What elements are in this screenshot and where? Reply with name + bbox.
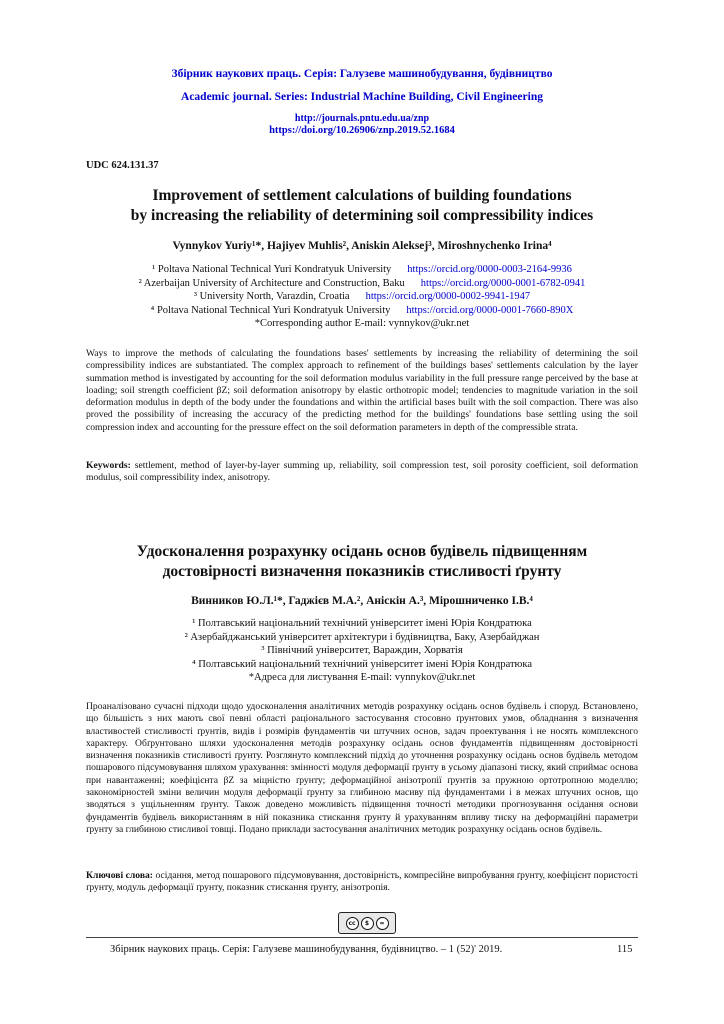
- page-number: 115: [617, 944, 633, 955]
- affiliation-ua-1: ¹ Полтавський національний технічний університет імені Юрія Кондратюка: [192, 618, 532, 629]
- affiliation-ua-2: ² Азербайджанський університет архітектури і будівництва, Баку, Азербайджан: [184, 631, 540, 643]
- doi-link[interactable]: https://doi.org/10.26906/znp.2019.52.1684: [269, 125, 455, 136]
- paper-title-en: [60, 186, 664, 226]
- affiliation-en-1: ¹ Poltava National Technical Yuri Kondratyuk University https://orcid.org/0000-0003-2164-9936: [152, 264, 572, 275]
- orcid-link[interactable]: https://orcid.org/0000-0001-7660-890X: [406, 304, 574, 316]
- abstract-en: Ways to improve the methods of calculating the foundations bases' settlements by increasing the reliability of determining the soil compressibility indices are substantiated. The complex approach to refinement of the buildings bases' settlements calculation by the layer summation method is investigated by accounting for the soil deformation modulus variability in the full pressure range perceived by the base at loading; soil strength coefficient βZ; soil deformation anisotropy by elastic orthotropic model; tendencies to magnitude variation in the soil deformation modulus in depth of the body under the foundations and within the artificial bases built with the soil compaction. There was also proved the possibility of increasing the accuracy of the predicting method for the buildings' foundations base settling using the soil compression index and accounting for the pressure effect on the soil deformation parameters in depth of the compressible strata.: [86, 348, 638, 433]
- paper-title-ua-line1: Удосконалення розрахунку осідань основ будівель підвищенням: [136, 543, 588, 560]
- affiliation-en-2: ² Azerbaijan University of Architecture and Construction, Baku https://orcid.org/0000-0001-6782-0941: [138, 277, 586, 289]
- keywords-text-en: settlement, method of layer-by-layer summing up, reliability, soil compression test, soil porosity coefficient, soil deformation modulus, soil compressibility index, anisotropy.: [86, 460, 638, 484]
- udc-code: UDC 624.131.37: [86, 160, 159, 171]
- paper-title-en-line2: by increasing the reliability of determining soil compressibility indices: [130, 207, 594, 224]
- authors-ua: Винников Ю.Л.¹*, Гаджієв М.А.², Аніскін А.³, Мірошниченко І.В.⁴: [191, 595, 533, 607]
- corresponding-author-ua: *Адреса для листування E-mail: vynnykov@ukr.net: [248, 672, 476, 684]
- abstract-ua: Проаналізовано сучасні підходи щодо удосконалення аналітичних методів розрахунку осідань основ будівель і споруд. Встановлено, що більшість з них мають свої певні області раціонального застосування стосовно ґрунтових умов, обладнання з визначення властивостей стисливості ґрунтів, видів і розмірів фундаментів чи штучних основ, задач проектування і не носять комплексного характеру. Обґрунтовано шляхи удосконалення методів розрахунку осідань основ фундаментів підвищенням достовірності визначення показників стисливості ґрунту. Розглянуто комплексний підхід до уточнення розрахунку осідань основ будівель методом пошарового підсумовування шляхом урахування: змінності модуля деформації ґрунту в усьому діапазоні тиску, який сприймає основа при навантаженні; коефіцієнта βZ за міцністю ґрунту; деформаційної анізотропії ґрунтів за пружною ортотропною моделлю; закономірностей зміни величин модуля деформації ґрунту за глибиною масиву під фундаментами і в межах штучних основ, що зводяться з ущільненням ґрунту. Також доведено можливість підвищення точності методики прогнозування осідання основи фундаментів будівель використанням в ній показника стискання ґрунту й урахуванням впливу тиску на деформаційні параметри ґрунту за глибиною стисливої товщі. Подано приклади застосування аналітичних методик розрахунку осідань основ будівель.: [86, 701, 638, 835]
- paper-title-ua: [60, 542, 664, 582]
- affiliation-en-3: ³ University North, Varazdin, Croatia https://orcid.org/0000-0002-9941-1947: [193, 291, 531, 303]
- keywords-text-ua: осідання, метод пошарового підсумовування, достовірність, компресійне випробування ґрунту, коефіцієнт пористості ґрунту, модуль деформації ґрунту, показник стискання ґрунту, анізотропія.: [86, 870, 638, 894]
- orcid-link[interactable]: https://orcid.org/0000-0002-9941-1947: [365, 291, 531, 303]
- affiliations-ua: [60, 617, 664, 685]
- keywords-ua: [86, 870, 638, 895]
- footer-journal: Збірник наукових праць. Серія: Галузеве машинобудування, будівництво. – 1 (52)' 2019.: [110, 944, 503, 955]
- paper-title-en-line1: Improvement of settlement calculations of building foundations: [152, 187, 572, 204]
- orcid-link[interactable]: https://orcid.org/0000-0001-6782-0941: [420, 277, 586, 289]
- creative-commons-badge[interactable]: [338, 912, 396, 934]
- orcid-link[interactable]: https://orcid.org/0000-0003-2164-9936: [407, 264, 572, 275]
- by-icon: $: [361, 917, 374, 930]
- affiliations-en: [60, 263, 664, 331]
- affiliation-en-4: ⁴ Poltava National Technical Yuri Kondratyuk University https://orcid.org/0000-0001-7660-890X: [150, 304, 574, 316]
- affiliation-ua-4: ⁴ Полтавський національний технічний університет імені Юрія Кондратюка: [191, 658, 532, 670]
- corresponding-author-en: *Corresponding author E-mail: vynnykov@ukr.net: [254, 318, 470, 330]
- keywords-en: [86, 460, 638, 485]
- cc-icon: cc: [346, 917, 359, 930]
- footer-divider: [86, 937, 638, 938]
- authors-en: Vynnykov Yuriy¹*, Hajiyev Muhlis², Aniskin Aleksej³, Miroshnychenko Irina⁴: [172, 240, 552, 252]
- journal-url-link[interactable]: http://journals.pntu.edu.ua/znp: [294, 113, 430, 124]
- affiliation-ua-3: ³ Північний університет, Вараждин, Хорватія: [261, 645, 463, 657]
- keywords-label-en: Keywords:: [86, 460, 131, 471]
- keywords-label-ua: Ключові слова:: [86, 870, 153, 881]
- journal-title-ua: Збірник наукових праць. Серія: Галузеве машинобудування, будівництво: [171, 68, 553, 80]
- journal-title-en: Academic journal. Series: Industrial Machine Building, Civil Engineering: [181, 91, 543, 103]
- paper-title-ua-line2: достовірності визначення показників стисливості ґрунту: [162, 563, 562, 580]
- nc-icon: =: [376, 917, 389, 930]
